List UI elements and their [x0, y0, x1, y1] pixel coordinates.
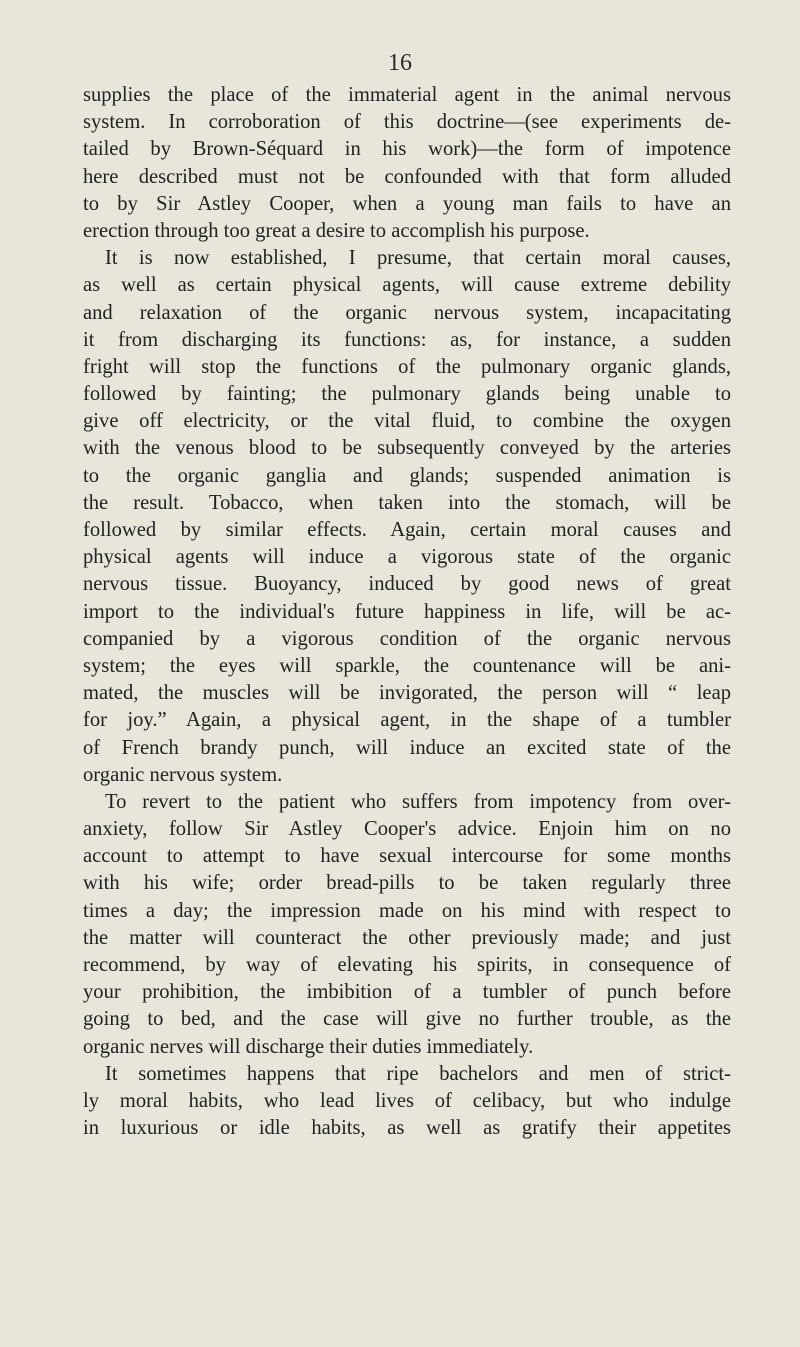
text-line: with the venous blood to be subsequently conveyed by the arteries — [83, 437, 731, 460]
text-line: here described must not be confounded with that form alluded — [83, 165, 731, 188]
body-text — [83, 82, 731, 1142]
text-line: and relaxation of the organic nervous system, incapacitating — [83, 301, 731, 324]
text-line: fright will stop the functions of the pulmonary organic glands, — [83, 355, 731, 378]
text-line: in luxurious or idle habits, as well as gratify their appetites — [83, 1117, 731, 1140]
text-line: of French brandy punch, will induce an excited state of the — [83, 736, 731, 759]
text-line: with his wife; order bread-pills to be taken regularly three — [83, 872, 731, 895]
text-line: system. In corroboration of this doctrine—(see experiments de- — [83, 111, 731, 134]
text-line: ly moral habits, who lead lives of celibacy, but who indulge — [83, 1089, 731, 1112]
text-line: to the organic ganglia and glands; suspended animation is — [83, 464, 731, 487]
text-line: It sometimes happens that ripe bachelors and men of strict- — [105, 1062, 731, 1085]
text-line: it from discharging its functions: as, for instance, a sudden — [83, 328, 731, 351]
text-line: supplies the place of the immaterial agent in the animal nervous — [83, 84, 731, 106]
text-line: To revert to the patient who suffers from impotency from over- — [105, 790, 731, 813]
text-line: import to the individual's future happiness in life, will be ac- — [83, 600, 731, 623]
text-line: nervous tissue. Buoyancy, induced by good news of great — [83, 573, 731, 596]
text-line: physical agents will induce a vigorous state of the organic — [83, 546, 731, 569]
text-line: your prohibition, the imbibition of a tumbler of punch before — [83, 981, 731, 1004]
text-line: account to attempt to have sexual intercourse for some months — [83, 845, 731, 868]
text-line: followed by fainting; the pulmonary glands being unable to — [83, 383, 731, 406]
text-line: for joy.” Again, a physical agent, in the shape of a tumbler — [83, 709, 731, 732]
text-line: as well as certain physical agents, will cause extreme debility — [83, 274, 731, 297]
text-line: It is now established, I presume, that certain moral causes, — [105, 247, 731, 270]
text-line: system; the eyes will sparkle, the countenance will be ani- — [83, 654, 731, 677]
text-line: going to bed, and the case will give no further trouble, as the — [83, 1008, 731, 1031]
text-line: recommend, by way of elevating his spirits, in consequence of — [83, 954, 731, 976]
text-line: tailed by Brown-Séquard in his work)—the form of impotence — [83, 138, 731, 161]
page-number: 16 — [388, 50, 412, 76]
text-line: mated, the muscles will be invigorated, the person will “ leap — [83, 682, 731, 705]
text-line: organic nervous system. — [83, 763, 283, 786]
text-line: to by Sir Astley Cooper, when a young man fails to have an — [83, 192, 731, 215]
text-line: organic nerves will discharge their duties immediately. — [83, 1035, 534, 1058]
text-line: anxiety, follow Sir Astley Cooper's advice. Enjoin him on no — [83, 818, 731, 841]
text-line: companied by a vigorous condition of the organic nervous — [83, 627, 731, 650]
text-line: the matter will counteract the other previously made; and just — [83, 926, 731, 949]
text-line: times a day; the impression made on his mind with respect to — [83, 899, 731, 922]
text-line: followed by similar effects. Again, certain moral causes and — [83, 519, 731, 541]
text-line: give off electricity, or the vital fluid, to combine the oxygen — [83, 410, 731, 433]
text-line: erection through too great a desire to accomplish his purpose. — [83, 219, 590, 242]
text-line: the result. Tobacco, when taken into the stomach, will be — [83, 491, 731, 514]
